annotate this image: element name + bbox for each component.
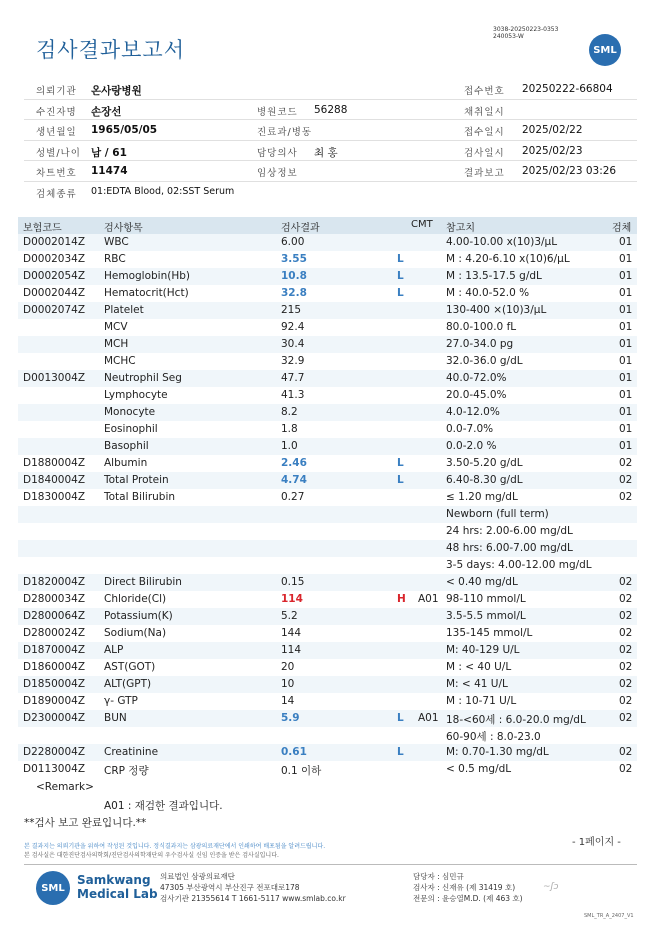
cell-result: 5.9	[281, 712, 300, 724]
cell-specimen: 02	[619, 644, 633, 656]
cell-specimen: 02	[619, 678, 633, 690]
cell-reference: 3.5-5.5 mmol/L	[446, 610, 526, 622]
cell-reference: 130-400 ×(10)3/μL	[446, 304, 547, 316]
cell-reference: M : 10-71 U/L	[446, 695, 517, 707]
header-name: 검사항목	[104, 223, 143, 234]
cell-specimen: 02	[619, 746, 633, 758]
cell-specimen: 01	[619, 304, 633, 316]
cell-name: Platelet	[104, 304, 144, 316]
cell-result: 0.61	[281, 746, 307, 758]
table-row	[18, 336, 637, 353]
cell-code: D1880004Z	[23, 457, 86, 469]
table-row	[18, 557, 637, 574]
cell-name: Chloride(Cl)	[104, 593, 167, 605]
cell-name: Hematocrit(Hct)	[104, 287, 189, 299]
value-report-date: 2025/02/23 03:26	[522, 165, 617, 178]
cell-code: D0013004Z	[23, 372, 86, 384]
cell-specimen: 02	[619, 593, 633, 605]
cell-result: 47.7	[281, 372, 305, 384]
org-address: 47305 부산광역시 부산진구 전포대로178	[160, 883, 300, 892]
cell-cmt: A01	[418, 593, 439, 605]
cell-name: Total Bilirubin	[104, 491, 176, 503]
info-row-5	[24, 161, 637, 182]
cell-specimen: 02	[619, 576, 633, 588]
cell-name: AST(GOT)	[104, 661, 156, 673]
form-code: SML_TR_A_2407_V1	[584, 913, 634, 919]
cell-code: D1840004Z	[23, 474, 86, 486]
table-row	[18, 625, 637, 642]
table-row	[18, 744, 637, 761]
cell-name: MCH	[104, 338, 129, 350]
table-row	[18, 761, 637, 778]
label-chart-number: 차트번호	[36, 168, 77, 180]
label-receipt-number: 접수번호	[464, 86, 505, 97]
table-row	[18, 251, 637, 268]
cell-code: D0113004Z	[23, 763, 86, 775]
cell-result: 114	[281, 593, 303, 605]
cell-reference: < 0.5 mg/dL	[446, 763, 512, 775]
cell-code: D2800034Z	[23, 593, 86, 605]
cell-specimen: 02	[619, 763, 633, 775]
cell-specimen: 02	[619, 457, 633, 469]
results-header	[18, 217, 637, 234]
cell-name: MCV	[104, 321, 128, 333]
cell-code: D2800064Z	[23, 610, 86, 622]
table-row	[18, 404, 637, 421]
cell-result: 4.74	[281, 474, 307, 486]
cell-result: 144	[281, 627, 302, 639]
cell-reference: 0.0-2.0 %	[446, 440, 497, 452]
cell-specimen: 02	[619, 695, 633, 707]
cell-name: Total Protein	[104, 474, 169, 486]
table-row	[18, 693, 637, 710]
cell-reference: 3.50-5.20 g/dL	[446, 457, 523, 469]
info-row-2	[24, 100, 637, 121]
cell-name: Direct Bilirubin	[104, 576, 182, 588]
document-id-line-1: 3038-20250223-0353	[493, 26, 559, 33]
table-row	[18, 540, 637, 557]
label-collection-date: 채취일시	[464, 106, 505, 118]
cell-name: Creatinine	[104, 746, 159, 758]
table-row	[18, 676, 637, 693]
cell-specimen: 01	[619, 321, 633, 333]
cell-flag: L	[397, 287, 404, 299]
value-receipt-date: 2025/02/22	[522, 124, 583, 137]
staff-tester: 검사자 : 신재유 (제 31419 호)	[413, 883, 516, 892]
cell-specimen: 02	[619, 627, 633, 639]
cell-reference: 24 hrs: 2.00-6.00 mg/dL	[446, 525, 573, 537]
cell-specimen: 02	[619, 661, 633, 673]
cell-specimen: 01	[619, 389, 633, 401]
cell-reference: 27.0-34.0 pg	[446, 338, 514, 350]
table-row	[18, 319, 637, 336]
cell-result: 114	[281, 644, 302, 656]
cell-result: 32.8	[281, 287, 307, 299]
cell-flag: L	[397, 253, 404, 265]
table-row	[18, 353, 637, 370]
table-row	[18, 506, 637, 523]
cell-reference: 80.0-100.0 fL	[446, 321, 517, 333]
cell-code: D1830004Z	[23, 491, 86, 503]
cell-code: D2800024Z	[23, 627, 86, 639]
table-row	[18, 523, 637, 540]
cell-name: WBC	[104, 236, 129, 248]
cell-reference: M: 0.70-1.30 mg/dL	[446, 746, 549, 758]
cell-result: 10	[281, 678, 295, 690]
cell-name: ALT(GPT)	[104, 678, 152, 690]
cell-name: CRP 정량	[104, 765, 149, 777]
cell-result: 8.2	[281, 406, 298, 418]
cell-name: ALP	[104, 644, 124, 656]
cell-specimen: 01	[619, 287, 633, 299]
report-complete: **검사 보고 완료입니다.**	[24, 817, 147, 829]
cell-result: 20	[281, 661, 295, 673]
cell-result: 215	[281, 304, 302, 316]
cell-reference: 18-<60세 : 6.0-20.0 mg/dL	[446, 714, 586, 726]
table-row	[18, 268, 637, 285]
cell-code: D2280004Z	[23, 746, 86, 758]
cell-specimen: 02	[619, 610, 633, 622]
label-receipt-date: 접수일시	[464, 127, 505, 139]
cell-flag: L	[397, 712, 404, 724]
cell-result: 0.15	[281, 576, 305, 588]
cell-specimen: 01	[619, 338, 633, 350]
cell-reference: 48 hrs: 6.00-7.00 mg/dL	[446, 542, 573, 554]
header-cmt: CMT	[411, 219, 433, 230]
patient-info	[24, 79, 637, 203]
cell-result: 1.8	[281, 423, 298, 435]
cell-reference: 6.40-8.30 g/dL	[446, 474, 523, 486]
table-row	[18, 285, 637, 302]
table-row	[18, 455, 637, 472]
cell-reference: 4.00-10.00 x(10)3/μL	[446, 236, 558, 248]
cell-reference: 32.0-36.0 g/dL	[446, 355, 523, 367]
results-table	[18, 217, 637, 778]
label-department: 진료과/병동	[257, 127, 313, 139]
label-hospital-code: 병원코드	[257, 106, 298, 118]
cell-reference: 20.0-45.0%	[446, 389, 507, 401]
cell-specimen: 02	[619, 712, 633, 724]
cell-code: D0002034Z	[23, 253, 86, 265]
cell-code: D1820004Z	[23, 576, 86, 588]
cell-flag: L	[397, 746, 404, 758]
cell-code: D0002044Z	[23, 287, 86, 299]
note-2: 본 검사실은 대한진단검사의학회/진단검사의학재단의 우수검사실 신임 인증을 받은 검사실입니다.	[24, 852, 279, 859]
staff-specialist: 전문의 : 윤승열M.D. (제 463 호)	[413, 894, 523, 903]
value-birth-date: 1965/05/05	[91, 124, 158, 137]
cell-name: Eosinophil	[104, 423, 158, 435]
value-receipt-number: 20250222-66804	[522, 83, 613, 95]
cell-reference: Newborn (full term)	[446, 508, 549, 520]
label-patient-name: 수진자명	[36, 106, 77, 118]
cell-flag: L	[397, 474, 404, 486]
cell-reference: 98-110 mmol/L	[446, 593, 526, 605]
cell-specimen: 01	[619, 270, 633, 282]
cell-name: Basophil	[104, 440, 149, 452]
value-patient-name: 손장선	[91, 105, 122, 118]
cell-name: Lymphocyte	[104, 389, 168, 401]
notes	[24, 842, 325, 860]
table-row	[18, 438, 637, 455]
page-title: 검사결과보고서	[36, 38, 186, 62]
table-row	[18, 387, 637, 404]
cell-flag: H	[397, 593, 406, 605]
table-row	[18, 370, 637, 387]
cell-reference: ≤ 1.20 mg/dL	[446, 491, 518, 503]
label-birth-date: 생년월일	[36, 127, 77, 139]
value-requesting-institution: 온사랑병원	[91, 85, 142, 97]
label-requesting-institution: 의뢰기관	[36, 86, 77, 97]
remark-a01-row	[18, 796, 637, 813]
document-id-line-2: 240053-W	[493, 33, 524, 40]
cell-specimen: 01	[619, 440, 633, 452]
info-row-1	[24, 79, 637, 100]
cell-result: 2.46	[281, 457, 307, 469]
cell-result: 32.9	[281, 355, 305, 367]
cell-flag: L	[397, 457, 404, 469]
cell-result: 92.4	[281, 321, 305, 333]
cell-name: Monocyte	[104, 406, 156, 418]
cell-code: D0002054Z	[23, 270, 86, 282]
table-row	[18, 302, 637, 319]
remark-a01: A01 : 재검한 결과입니다.	[104, 800, 223, 812]
footer-staff	[413, 871, 523, 904]
org-contact: 검사기관 21355614 T 1661-5117 www.smlab.co.kr	[160, 894, 346, 903]
cell-code: D1890004Z	[23, 695, 86, 707]
cell-result: 6.00	[281, 236, 305, 248]
cell-name: Hemoglobin(Hb)	[104, 270, 191, 282]
cell-result: 41.3	[281, 389, 305, 401]
header-reference: 참고치	[446, 223, 475, 234]
header-code: 보험코드	[23, 223, 62, 234]
cell-name: BUN	[104, 712, 127, 724]
cell-name: Potassium(K)	[104, 610, 173, 622]
sml-logo-badge: SML	[589, 34, 621, 66]
label-specimen-type: 검체종류	[36, 188, 77, 200]
label-test-date: 검사일시	[464, 147, 505, 159]
cell-reference: M : 40.0-52.0 %	[446, 287, 530, 299]
cell-name: Albumin	[104, 457, 148, 469]
cell-result: 5.2	[281, 610, 298, 622]
label-doctor: 담당의사	[257, 147, 298, 159]
page-indicator: - 1페이지 -	[572, 837, 621, 848]
table-row	[18, 608, 637, 625]
cell-code: D0002014Z	[23, 236, 86, 248]
document-id	[493, 26, 558, 40]
cell-result: 10.8	[281, 270, 307, 282]
value-hospital-code: 56288	[314, 103, 348, 116]
cell-result: 1.0	[281, 440, 298, 452]
cell-specimen: 02	[619, 491, 633, 503]
table-row	[18, 659, 637, 676]
footer-divider	[24, 864, 637, 865]
value-sex-age: 남 / 61	[91, 146, 127, 159]
sml-footer-logo: SML	[36, 871, 70, 905]
cell-cmt: A01	[418, 712, 439, 724]
brand-line-1: Samkwang	[77, 873, 151, 887]
report-complete-row	[18, 813, 637, 830]
cell-specimen: 02	[619, 474, 633, 486]
cell-result: 3.55	[281, 253, 307, 265]
value-specimen-type: 01:EDTA Blood, 02:SST Serum	[91, 185, 235, 197]
cell-name: MCHC	[104, 355, 136, 367]
label-report-date: 결과보고	[464, 168, 505, 180]
cell-code: D1870004Z	[23, 644, 86, 656]
cell-name: Neutrophil Seg	[104, 372, 182, 384]
cell-reference: 3-5 days: 4.00-12.00 mg/dL	[446, 559, 592, 571]
note-1: 본 결과지는 의뢰기관을 위하여 작성된 것입니다. 정식결과지는 삼광의료재단에서 인쇄하여 배포됨을 알려드립니다.	[24, 843, 326, 850]
cell-specimen: 01	[619, 253, 633, 265]
value-doctor: 최 홍	[314, 146, 338, 159]
cell-result: 0.27	[281, 491, 305, 503]
cell-reference: 60-90세 : 8.0-23.0	[446, 731, 541, 743]
table-row	[18, 421, 637, 438]
footer-organization	[160, 871, 346, 904]
table-row	[18, 642, 637, 659]
cell-reference: M: 40-129 U/L	[446, 644, 520, 656]
cell-reference: M : 4.20-6.10 x(10)6/μL	[446, 253, 570, 265]
label-clinical-info: 임상정보	[257, 168, 298, 180]
table-row	[18, 710, 637, 727]
value-test-date: 2025/02/23	[522, 144, 583, 157]
cell-code: D1850004Z	[23, 678, 86, 690]
header-result: 검사결과	[281, 223, 320, 234]
cell-result: 0.1 이하	[281, 765, 322, 777]
cell-reference: 4.0-12.0%	[446, 406, 500, 418]
cell-reference: M: < 41 U/L	[446, 678, 508, 690]
cell-name: γ- GTP	[104, 695, 138, 707]
remark-title: <Remark>	[36, 781, 94, 793]
label-sex-age: 성별/나이	[36, 147, 81, 159]
signature: ~ʃɔ	[543, 882, 559, 892]
org-name: 의료법인 삼광의료재단	[160, 872, 235, 881]
table-row	[18, 234, 637, 251]
cell-name: RBC	[104, 253, 126, 265]
cell-code: D1860004Z	[23, 661, 86, 673]
brand-line-2: Medical Lab	[77, 887, 158, 901]
table-row	[18, 727, 637, 744]
info-row-3	[24, 120, 637, 141]
cell-result: 30.4	[281, 338, 305, 350]
table-row	[18, 472, 637, 489]
table-row	[18, 591, 637, 608]
info-row-6	[24, 182, 637, 203]
cell-reference: M : 13.5-17.5 g/dL	[446, 270, 542, 282]
cell-reference: 135-145 mmol/L	[446, 627, 533, 639]
cell-reference: 0.0-7.0%	[446, 423, 494, 435]
cell-code: D0002074Z	[23, 304, 86, 316]
cell-result: 14	[281, 695, 295, 707]
cell-reference: 40.0-72.0%	[446, 372, 507, 384]
cell-specimen: 01	[619, 236, 633, 248]
cell-name: Sodium(Na)	[104, 627, 167, 639]
remark-title-row	[18, 779, 637, 796]
cell-specimen: 01	[619, 355, 633, 367]
info-row-4	[24, 141, 637, 162]
cell-specimen: 01	[619, 406, 633, 418]
header-specimen: 검체	[612, 223, 632, 234]
value-chart-number: 11474	[91, 165, 128, 178]
cell-reference: < 0.40 mg/dL	[446, 576, 518, 588]
table-row	[18, 489, 637, 506]
brand-name	[77, 873, 158, 901]
cell-specimen: 01	[619, 423, 633, 435]
cell-reference: M : < 40 U/L	[446, 661, 512, 673]
cell-flag: L	[397, 270, 404, 282]
cell-specimen: 01	[619, 372, 633, 384]
staff-manager: 담당자 : 심민규	[413, 872, 464, 881]
cell-code: D2300004Z	[23, 712, 86, 724]
table-row	[18, 574, 637, 591]
